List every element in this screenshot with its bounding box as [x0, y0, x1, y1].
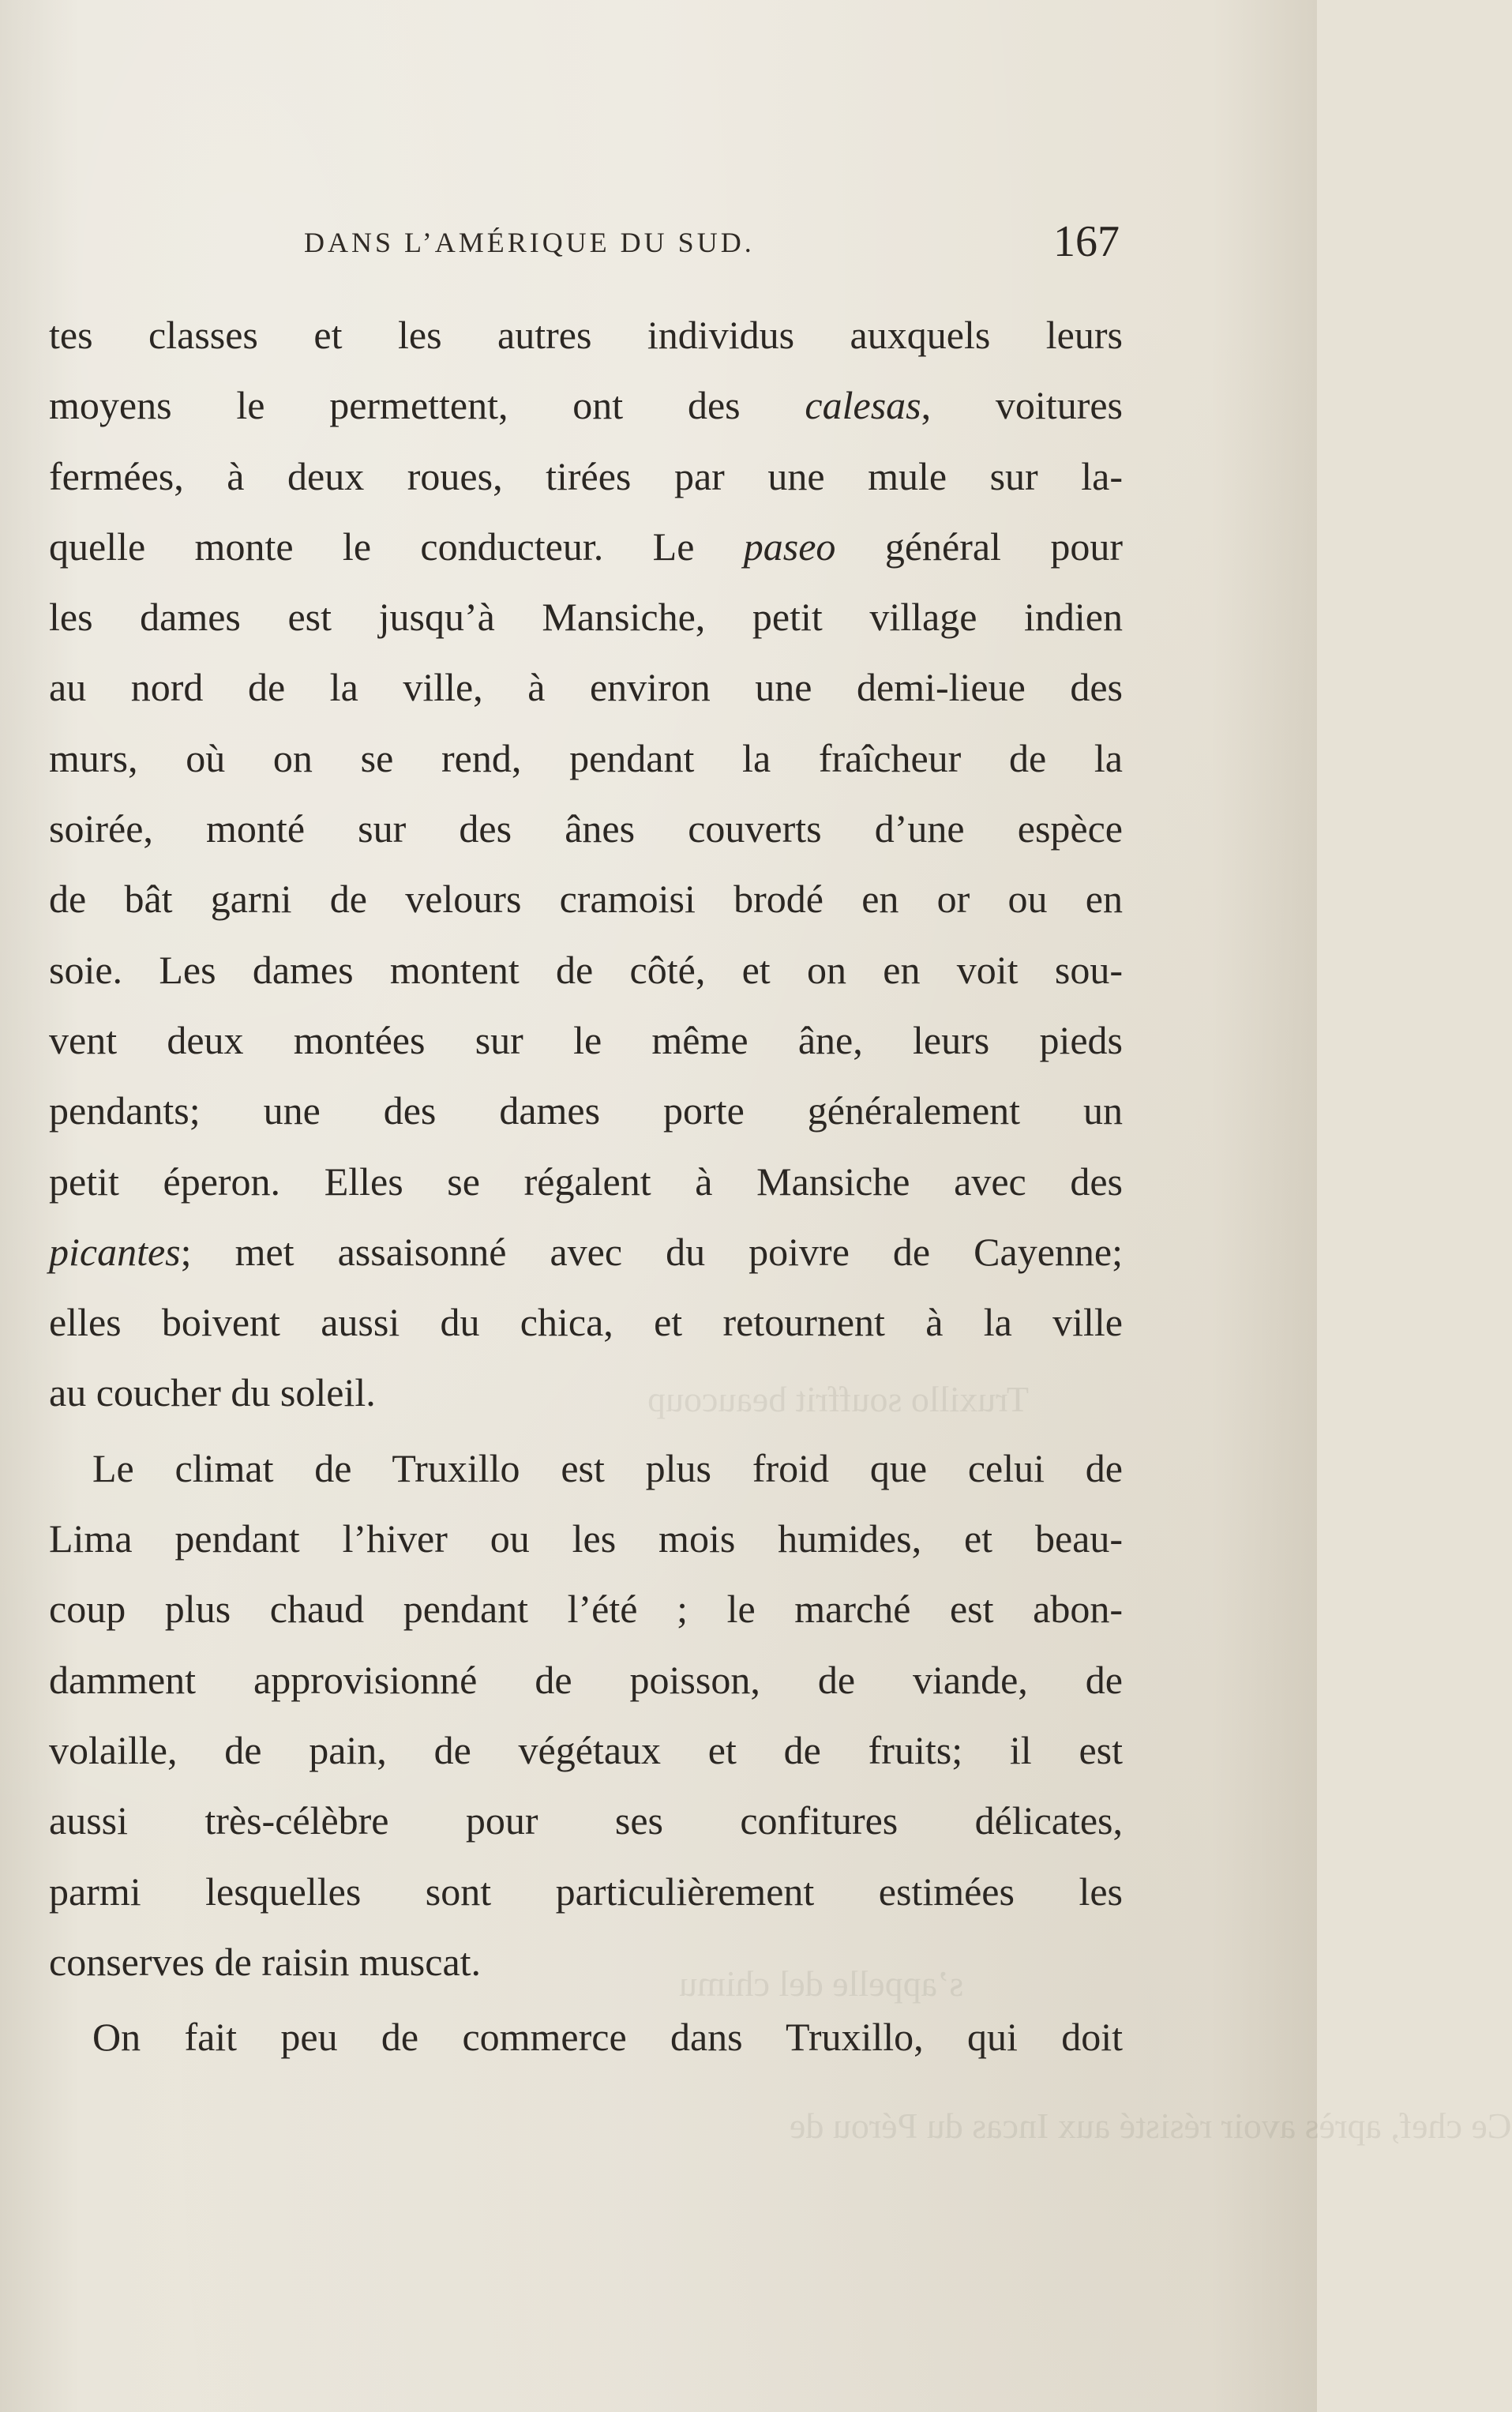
text-line: moyens le permettent, ont des calesas, voitures — [49, 383, 1123, 428]
text-line: damment approvisionné de poisson, de viande, de — [49, 1657, 1123, 1702]
text-line: parmi lesquelles sont particulièrement estimées les — [49, 1869, 1123, 1914]
text-line: Lima pendant l’hiver ou les mois humides, et beau- — [49, 1516, 1123, 1561]
text-line: On fait peu de commerce dans Truxillo, qui doit — [92, 2015, 1123, 2060]
text-line: petit éperon. Elles se régalent à Mansiche avec des — [49, 1159, 1123, 1204]
text-line: pendants; une des dames porte généralement un — [49, 1088, 1123, 1133]
text-line: conserves de raisin muscat. — [49, 1939, 482, 1984]
show-through-text: Truxillo souffrit beaucoup — [647, 1379, 1029, 1419]
show-through-text: Ce chef, après avoir résisté aux Incas du Pérou de — [790, 2106, 1512, 2146]
text-line: coup plus chaud pendant l’été ; le marché est abon- — [49, 1587, 1123, 1632]
text-line: tes classes et les autres individus auxquels leurs — [49, 313, 1123, 357]
text-line: au nord de la ville, à environ une demi-lieue des — [49, 665, 1123, 710]
text-line: murs, où on se rend, pendant la fraîcheur de la — [49, 735, 1123, 780]
text-line: soie. Les dames montent de côté, et on en voit sou- — [49, 947, 1123, 992]
text-line: picantes; met assaisonné avec du poivre de Cayenne; — [49, 1229, 1123, 1274]
text-line: elles boivent aussi du chica, et retournent à la ville — [49, 1300, 1123, 1345]
text-line: les dames est jusqu’à Mansiche, petit village indien — [49, 595, 1123, 640]
text-line: quelle monte le conducteur. Le paseo général pour — [49, 524, 1123, 569]
text-line: vent deux montées sur le même âne, leurs pieds — [49, 1017, 1123, 1062]
text-line: soirée, monté sur des ânes couverts d’une espèce — [49, 806, 1123, 851]
page-number: 167 — [1053, 217, 1120, 266]
body-text — [49, 300, 1123, 2072]
text-line: volaille, de pain, de végétaux et de fruits; il est — [49, 1727, 1123, 1772]
text-line: au coucher du soleil. — [49, 1370, 376, 1415]
running-head: DANS L’AMÉRIQUE DU SUD. — [304, 227, 755, 258]
text-line: Le climat de Truxillo est plus froid que celui de — [92, 1445, 1123, 1490]
text-line: aussi très-célèbre pour ses confitures délicates, — [49, 1798, 1123, 1843]
italic-term: paseo — [743, 524, 836, 569]
page-header — [304, 217, 1129, 284]
italic-term: calesas — [805, 383, 921, 428]
text-line: fermées, à deux roues, tirées par une mule sur la- — [49, 453, 1123, 498]
italic-term: picantes — [49, 1229, 181, 1274]
text-line: de bât garni de velours cramoisi brodé en or ou en — [49, 877, 1123, 922]
show-through-text: s’appelle del chimu — [679, 1963, 964, 2004]
